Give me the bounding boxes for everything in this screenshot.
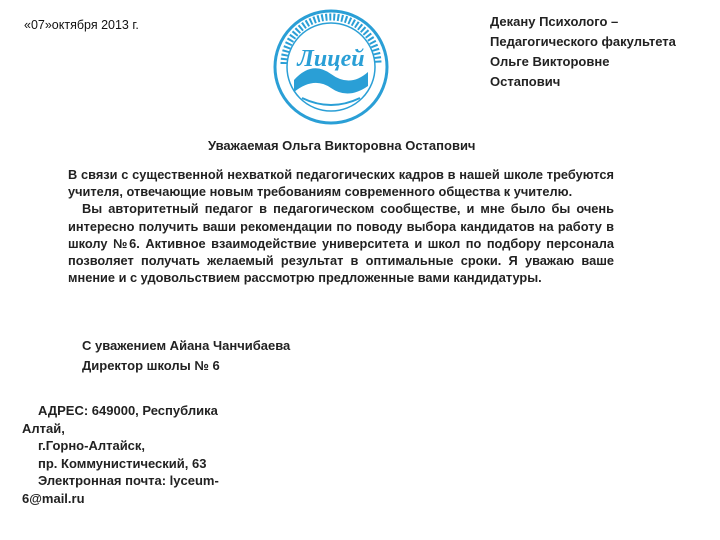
addressee-line: Ольге Викторовне [490, 54, 610, 69]
greeting: Уважаемая Ольга Викторовна Остапович [208, 138, 476, 153]
signature-block [82, 336, 290, 376]
addressee-block [490, 12, 676, 92]
address-line: АДРЕС: 649000, Республика Алтай, [22, 403, 218, 436]
addressee-line: Декану Психолого – [490, 14, 619, 29]
logo-text: Лицей [297, 46, 365, 72]
addressee-line: Педагогического факультета [490, 34, 676, 49]
address-line: г.Горно-Алтайск, [38, 438, 146, 454]
signature-line: С уважением Айана Чанчибаева [82, 338, 291, 353]
lyceum-seal-logo [272, 8, 390, 126]
letter-date: «07»октября 2013 г. [24, 18, 139, 32]
body-paragraph: Вы авторитетный педагог в педагогическом сообществе, и мне было бы очень интересно получить ваши рекомендации по поводу выбора кандидатов на работу в школу №6. Активное взаимодействие университета и школ по подбору персонала позволяет получать желаемый результат в оптимальные сроки. Я уважаю ваше мнение и с удовольствием рассмотрю предложенные вами кандидатуры. [68, 201, 614, 286]
signature-line: Директор школы № 6 [82, 358, 220, 373]
addressee-line: Остапович [490, 74, 561, 89]
address-line: пр. Коммунистический, 63 [38, 455, 207, 471]
letter-body [68, 166, 614, 286]
address-line: Электронная почта: lyceum-6@mail.ru [22, 473, 219, 506]
body-paragraph: В связи с существенной нехваткой педагогических кадров в нашей школе требуются учителя, отвечающие новым требованиям современного общества к учителю. [68, 167, 614, 200]
address-block [22, 402, 262, 508]
